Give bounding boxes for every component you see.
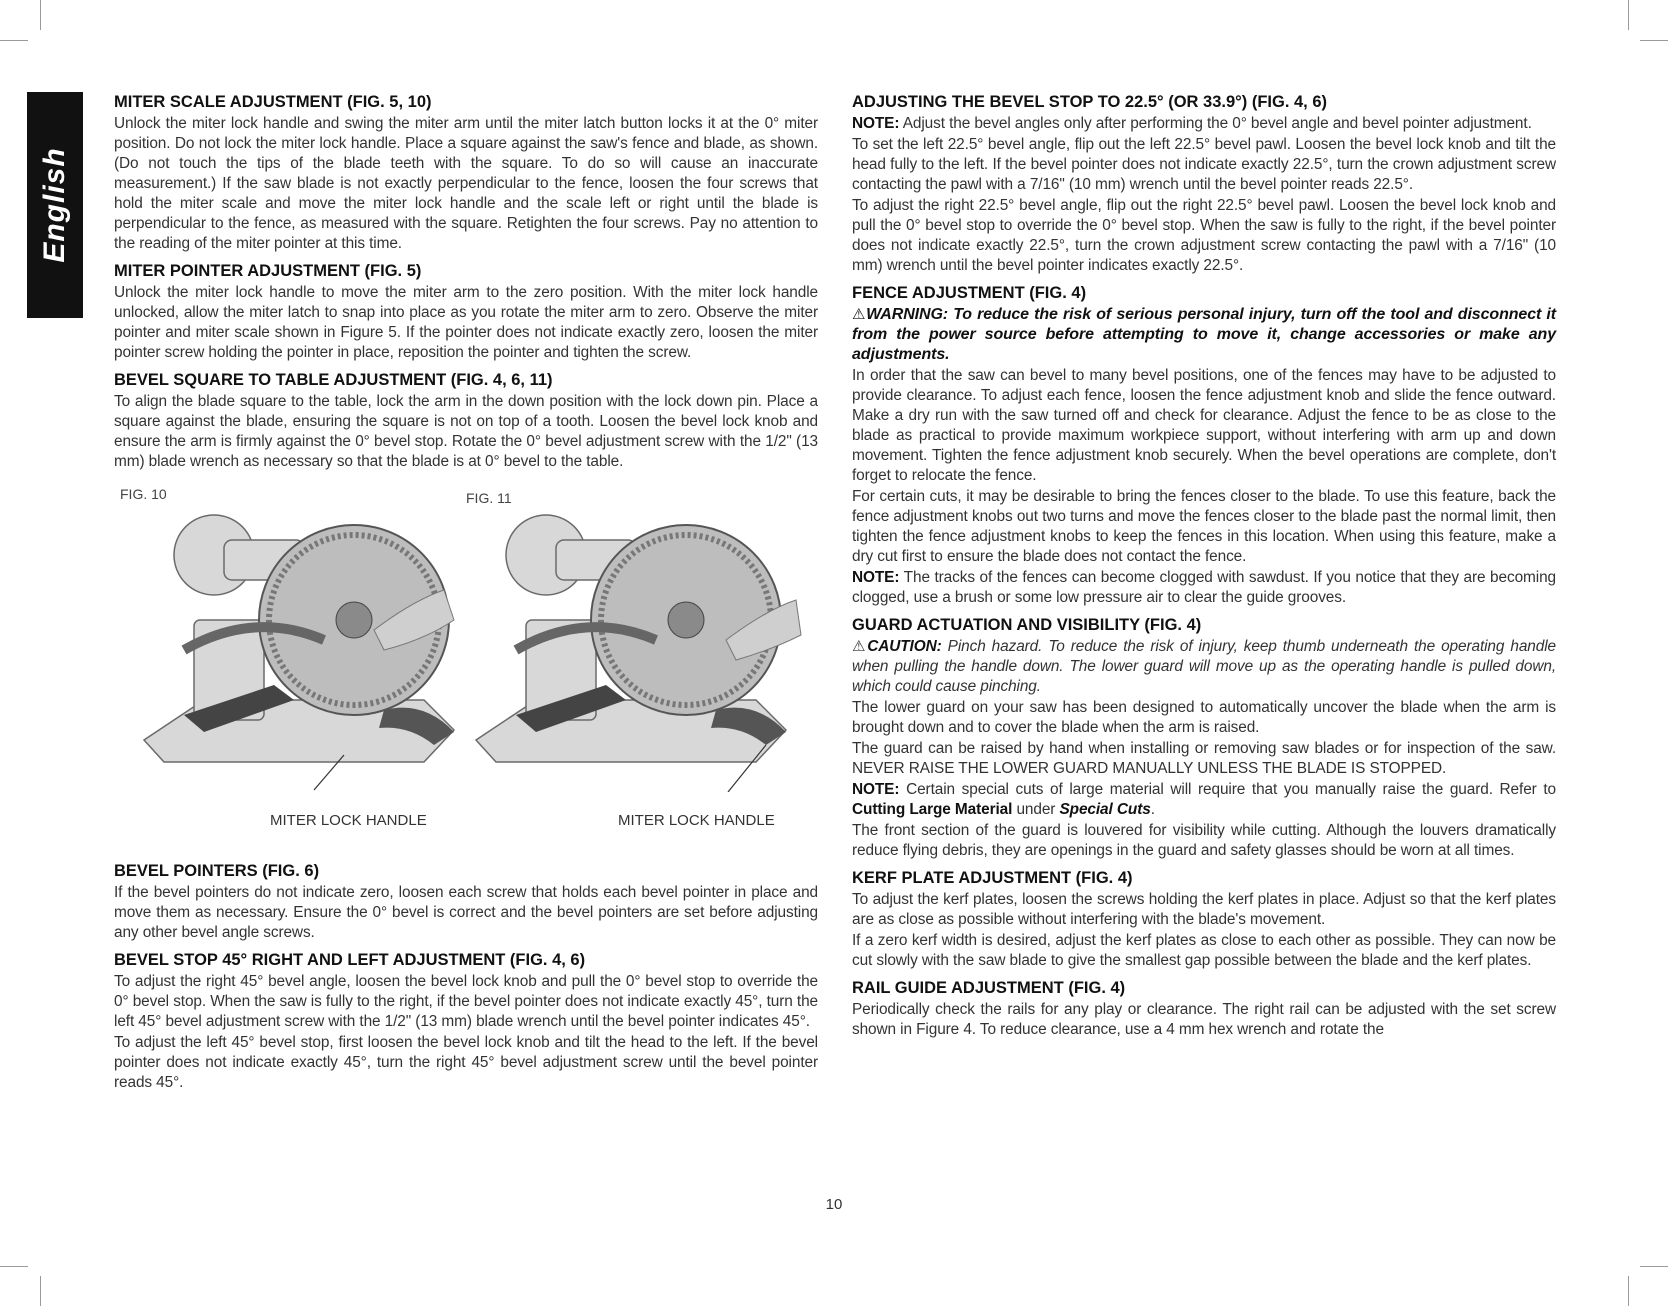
- fig10-miter-saw-illustration: [124, 500, 464, 792]
- crop-mark: [1640, 1266, 1668, 1267]
- paragraph: To adjust the right 45° bevel angle, loosen the bevel lock knob and pull the 0° bevel stop to override the 0° bevel stop. When the saw is fully to the right, if the bevel pointer does not indicate exactly 45°, turn the left 45° bevel adjustment screw with the 1/2" (13 mm) blade wrench until the bevel pointer indicates 45°.: [114, 973, 818, 1030]
- note-paragraph: [852, 780, 1556, 820]
- crop-mark: [0, 40, 28, 41]
- section-heading: FENCE ADJUSTMENT (FIG. 4): [852, 284, 1087, 302]
- paragraph: If a zero kerf width is desired, adjust the kerf plates as close to each other as possible. They can now be cut slowly with the saw blade to give the smallest gap possible between the blade and the kerf plates.: [852, 932, 1556, 969]
- note-text: Adjust the bevel angles only after performing the 0° bevel angle and bevel pointer adjustment.: [899, 115, 1532, 132]
- note-bold-ref: Cutting Large Material: [852, 801, 1013, 818]
- crop-mark: [1640, 40, 1668, 41]
- paragraph: The lower guard on your saw has been designed to automatically uncover the blade when the arm is brought down and to cover the blade when the arm is raised.: [852, 699, 1556, 736]
- paragraph: To align the blade square to the table, lock the arm in the down position with the lock down pin. Place a square against the blade, ensuring the square is not on top of a tooth. Loosen the bevel lock knob and ensure the arm is firmly against the 0° bevel stop. Rotate the 0° bevel adjustment screw with the 1/2" (13 mm) blade wrench as necessary so that the blade is at 0° bevel to the table.: [114, 393, 818, 470]
- section-heading: RAIL GUIDE ADJUSTMENT (FIG. 4): [852, 979, 1126, 997]
- section-heading: GUARD ACTUATION AND VISIBILITY (FIG. 4): [852, 616, 1202, 634]
- section-heading: BEVEL STOP 45° RIGHT AND LEFT ADJUSTMENT (FIG. 4, 6): [114, 951, 586, 969]
- language-tab: [27, 92, 83, 318]
- section-heading: KERF PLATE ADJUSTMENT (FIG. 4): [852, 869, 1133, 887]
- note-text: .: [1150, 801, 1155, 818]
- page-number: 10: [825, 1196, 843, 1213]
- paragraph: To adjust the kerf plates, loosen the screws holding the kerf plates in place. Adjust so that the kerf plates are as close as possible without interfering with the blade's movement.: [852, 891, 1556, 928]
- section-heading: BEVEL POINTERS (FIG. 6): [114, 862, 320, 880]
- warning-icon: ⚠: [852, 306, 867, 323]
- paragraph: Unlock the miter lock handle to move the miter arm to the zero position. With the miter lock handle unlocked, allow the miter latch to snap into place as you rotate the miter arm to zero. Observe the miter pointer and miter scale shown in Figure 5. If the pointer does not indicate exactly zero, loosen the miter pointer screw holding the pointer in place, reposition the pointer and tighten the screw.: [114, 284, 818, 361]
- warning-text: WARNING: To reduce the risk of serious personal injury, turn off the tool and disconnect it from the power source before attempting to move it, change accessories or make any adjustments.: [852, 306, 1556, 363]
- paragraph: The front section of the guard is louvered for visibility while cutting. Although the louvers dramatically reduce flying debris, they are openings in the guard and safety glasses should be worn at all times.: [852, 822, 1556, 859]
- section-heading: ADJUSTING THE BEVEL STOP TO 22.5° (OR 33.9°) (FIG. 4, 6): [852, 93, 1328, 111]
- note-bolditalic-ref: Special Cuts: [1059, 801, 1151, 818]
- note-label: NOTE:: [852, 781, 900, 798]
- paragraph: In order that the saw can bevel to many bevel positions, one of the fences may have to be adjusted to provide clearance. To adjust each fence, loosen the fence adjustment knob and slide the fence outward. Make a dry run with the saw turned off and check for clearance. Adjust the fence to be as close to the blade as practical to provide maximum workpiece support, without interfering with arm up and down movement. Tighten the fence adjustment knob securely. When the bevel operations are complete, don't forget to relocate the fence.: [852, 367, 1556, 484]
- crop-mark: [0, 1266, 28, 1267]
- fig10-callout-label: MITER LOCK HANDLE: [270, 812, 427, 829]
- note-text: under: [1012, 801, 1060, 818]
- note-text: Certain special cuts of large material will require that you manually raise the guard. Refer to: [899, 781, 1556, 798]
- paragraph: To adjust the left 45° bevel stop, first loosen the bevel lock knob and tilt the head to the left. If the bevel pointer does not indicate exactly 45°, turn the right 45° bevel adjustment screw until the bevel pointer reads 45°.: [114, 1034, 818, 1091]
- note-paragraph: [852, 568, 1556, 608]
- language-label: English: [38, 147, 71, 263]
- paragraph: For certain cuts, it may be desirable to bring the fences closer to the blade. To use this feature, back the fence adjustment knobs out two turns and move the fences closer to the blade past the normal limit, then tighten the fence adjustment knobs to keep the fences in this location. When using this feature, make a dry cut first to ensure the blade does not contact the fence.: [852, 488, 1556, 565]
- fig10-label: FIG. 10: [120, 486, 167, 502]
- note-paragraph: [852, 114, 1556, 134]
- crop-mark: [1628, 0, 1629, 30]
- paragraph: Periodically check the rails for any play or clearance. The right rail can be adjusted with the set screw shown in Figure 4. To reduce clearance, use a 4 mm hex wrench and rotate the: [852, 1001, 1556, 1038]
- caution-paragraph: [852, 637, 1556, 697]
- crop-mark: [40, 0, 41, 30]
- paragraph: The guard can be raised by hand when installing or removing saw blades or for inspection of the saw. NEVER RAISE THE LOWER GUARD MANUALLY UNLESS THE BLADE IS STOPPED.: [852, 740, 1556, 777]
- paragraph: If the bevel pointers do not indicate zero, loosen each screw that holds each bevel pointer in place and move them as necessary. Ensure the 0° bevel is correct and the bevel pointers are set before adjusting any other bevel angle screws.: [114, 884, 818, 941]
- warning-paragraph: [852, 305, 1556, 365]
- caution-icon: ⚠: [852, 638, 868, 655]
- right-column: [852, 92, 1556, 1041]
- caution-label: CAUTION:: [867, 638, 942, 655]
- note-label: NOTE:: [852, 115, 900, 132]
- left-column: [114, 92, 818, 1094]
- figures-block: [114, 486, 818, 851]
- paragraph: To set the left 22.5° bevel angle, flip out the left 22.5° bevel pawl. Loosen the bevel lock knob and tilt the head fully to the left. If the bevel pointer does not indicate exactly 22.5°, turn the crown adjustment screw contacting the pawl with a 7/16" (10 mm) wrench until the bevel pointer reads 22.5°.: [852, 136, 1556, 193]
- fig11-callout-label: MITER LOCK HANDLE: [618, 812, 775, 829]
- caution-text: Pinch hazard. To reduce the risk of injury, keep thumb underneath the operating handle when pulling the handle down. The lower guard will move up as the operating handle is pulled down, which could cause pinching.: [852, 638, 1556, 695]
- crop-mark: [40, 1276, 41, 1306]
- note-text: The tracks of the fences can become clogged with sawdust. If you notice that they are becoming clogged, use a brush or some low pressure air to clear the guide grooves.: [852, 569, 1556, 606]
- note-label: NOTE:: [852, 569, 900, 586]
- section-heading: MITER POINTER ADJUSTMENT (FIG. 5): [114, 262, 422, 280]
- paragraph: To adjust the right 22.5° bevel angle, flip out the right 22.5° bevel pawl. Loosen the bevel lock knob and pull the 0° bevel stop to override the 0° bevel stop. When the saw is fully to the right, if the bevel pointer does not indicate exactly 22.5°, turn the crown adjustment screw contacting the pawl with a 7/16" (10 mm) wrench until the bevel pointer indicates exactly 22.5°.: [852, 197, 1556, 274]
- fig11-label: FIG. 11: [466, 490, 512, 506]
- fig11-miter-saw-illustration: [466, 500, 806, 792]
- section-heading: BEVEL SQUARE TO TABLE ADJUSTMENT (FIG. 4, 6, 11): [114, 371, 553, 389]
- section-heading: MITER SCALE ADJUSTMENT (FIG. 5, 10): [114, 93, 432, 111]
- crop-mark: [1628, 1276, 1629, 1306]
- paragraph: Unlock the miter lock handle and swing the miter arm until the miter latch button locks it at the 0° miter position. Do not lock the miter lock handle. Place a square against the saw's fence and blade, as shown. (Do not touch the tips of the blade teeth with the square. To do so will cause an inaccurate measurement.) If the saw blade is not exactly perpendicular to the fence, loosen the four screws that hold the miter scale and move the miter lock handle and the scale left or right until the blade is perpendicular to the fence, as measured with the square. Retighten the four screws. Pay no attention to the reading of the miter pointer at this time.: [114, 115, 818, 252]
